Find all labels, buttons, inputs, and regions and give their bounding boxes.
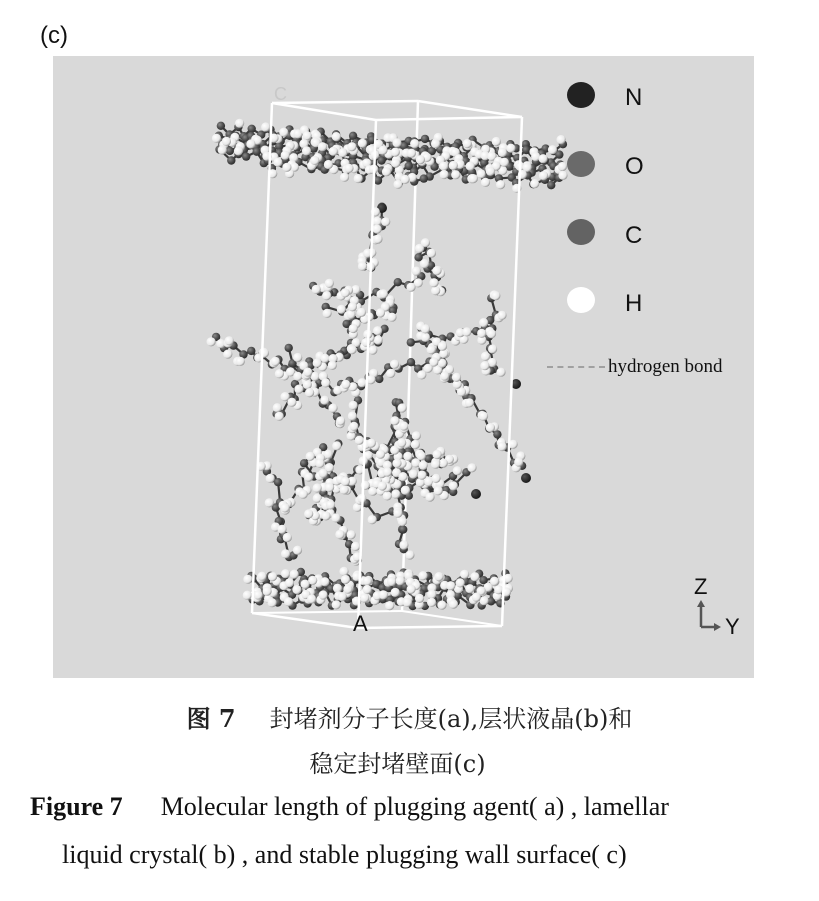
axis-label-z: Z	[694, 574, 708, 599]
axis-label-y: Y	[725, 614, 740, 639]
box-corner-label-c: C	[274, 84, 287, 104]
axis-arrows-icon	[695, 599, 725, 631]
caption-en-text-1: Molecular length of plugging agent( a) , lamellar	[160, 792, 669, 821]
box-corner-label-a: A	[353, 611, 368, 636]
caption-en-line-1	[30, 792, 669, 822]
panel-label: (c)	[40, 22, 68, 49]
legend-label-hydrogen-bond: hydrogen bond	[608, 356, 723, 377]
caption-en-prefix: Figure 7	[30, 792, 123, 821]
caption-cn-line-2	[0, 744, 807, 779]
caption-cn-text-1: 封堵剂分子长度(a),层状液晶(b)和	[269, 705, 633, 733]
caption-en-line-2	[62, 840, 627, 870]
caption-cn-text-2: 稳定封堵壁面(c)	[309, 750, 486, 778]
legend-label-n: N	[625, 84, 643, 111]
caption-en-text-2: liquid crystal( b) , and stable plugging wall surface( c)	[62, 840, 627, 869]
caption-cn-line-1	[0, 699, 819, 734]
caption-cn-prefix: 图 7	[186, 704, 236, 733]
molecular-scene	[53, 56, 754, 678]
legend-label-o: O	[625, 153, 644, 180]
legend-label-c: C	[625, 222, 643, 249]
molecular-simulation-panel	[53, 56, 754, 678]
legend-label-h: H	[625, 290, 643, 317]
